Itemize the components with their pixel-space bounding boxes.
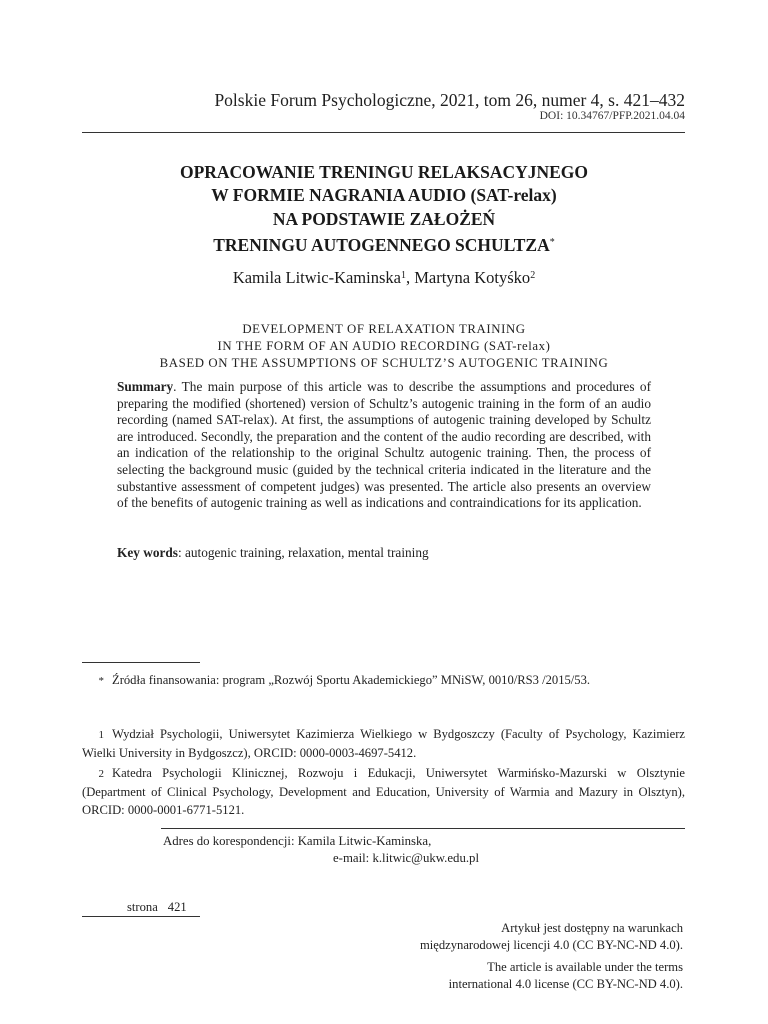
abstract [117, 379, 651, 512]
author-separator: , [405, 268, 415, 287]
footnote-mark: * [98, 675, 104, 687]
footnote-mark: 1 [98, 729, 104, 741]
english-title-line: IN THE FORM OF AN AUDIO RECORDING (SAT-relax) [217, 339, 551, 353]
keywords-text: : autogenic training, relaxation, mental training [177, 545, 429, 560]
title-line: W FORMIE NAGRANIA AUDIO (SAT-relax) [211, 185, 557, 206]
license-line: międzynarodowej licencji 4.0 (CC BY-NC-ND 4.0). [419, 938, 683, 952]
title-line: OPRACOWANIE TRENINGU RELAKSACYJNEGO [179, 162, 589, 182]
correspondence-email[interactable]: e-mail: k.litwic@ukw.edu.pl [333, 851, 480, 865]
header-rule [82, 132, 685, 133]
english-title-line: BASED ON THE ASSUMPTIONS OF SCHULTZ’S AUTOGENIC TRAINING [159, 356, 609, 370]
author-name: Kamila Litwic-Kaminska [232, 268, 401, 287]
footnote-affiliation-2 [82, 764, 685, 819]
license-line: The article is available under the terms [487, 960, 683, 974]
license-line: international 4.0 license (CC BY-NC-ND 4.0). [448, 977, 683, 991]
footnote-mark: 2 [98, 768, 104, 780]
abstract-label: Summary [117, 379, 174, 394]
title-footnote-mark: * [549, 237, 555, 249]
footnote-affiliation-1 [82, 725, 685, 762]
page-number [127, 900, 187, 915]
english-title-line: DEVELOPMENT OF RELAXATION TRAINING [242, 322, 526, 336]
page-number-value: 421 [167, 900, 187, 914]
keywords-label: Key words [117, 545, 178, 560]
author-name: Martyna Kotyśko [414, 268, 531, 287]
abstract-text: . The main purpose of this article was to describe the assumptions and procedures of preparing the modified (shortened) version of Schultz’s autogenic training in the form of an audio recording (named SAT-relax). At first, the assumptions of autogenic training developed by Schultz are introduced. Secondly, the preparation and the content of the audio recording are described, with an indication of the relationship to the original Schultz autogenic training. Then, the process of selecting the background music (guided by the technical criteria indicated in the literature and the substantive assessment of competent judges) was presented. The article also presents an overview of the benefits of autogenic training as well as indications and contraindications for its application. [117, 379, 651, 511]
footnote-text: Źródła finansowania: program „Rozwój Sportu Akademickiego” MNiSW, 0010/RS3 /2015/53. [112, 673, 591, 687]
correspondence-address: Adres do korespondencji: Kamila Litwic-Kaminska, [163, 834, 432, 848]
footnote-rule [82, 662, 200, 663]
page-label: strona [127, 900, 158, 914]
english-title [80, 321, 688, 372]
article-title [80, 161, 688, 258]
title-line-text: TRENINGU AUTOGENNEGO SCHULTZA [213, 235, 550, 256]
authors [80, 268, 688, 288]
license-line: Artykuł jest dostępny na warunkach [501, 921, 683, 935]
license-polish [300, 920, 683, 954]
title-line: NA PODSTAWIE ZAŁOŻEŃ [272, 208, 496, 229]
footnote-text: Wydział Psychologii, Uniwersytet Kazimierza Wielkiego w Bydgoszczy (Faculty of Psychology, Kazimierz Wielki University in Bydgoszcz), ORCID: 0000-0003-4697-5412. [82, 727, 685, 760]
keywords [117, 545, 651, 562]
doi[interactable]: DOI: 10.34767/PFP.2021.04.04 [539, 110, 685, 122]
correspondence-rule [161, 828, 685, 829]
author-affiliation-mark: 2 [530, 270, 536, 281]
title-line [80, 231, 688, 257]
page-rule [82, 916, 200, 917]
journal-citation: Polskie Forum Psychologiczne, 2021, tom 26, numer 4, s. 421–432 [214, 90, 685, 110]
footnote-text: Katedra Psychologii Klinicznej, Rozwoju i Edukacji, Uniwersytet Warmińsko-Mazurski w Olsztynie (Department of Clinical Psychology, Development and Education, University of Warmia and Mazury in Olsztyn), ORCID: 0000-0001-6771-5121. [82, 766, 685, 817]
license-english [300, 959, 683, 993]
author-affiliation-mark: 1 [400, 270, 406, 281]
footnote-funding [82, 671, 685, 690]
